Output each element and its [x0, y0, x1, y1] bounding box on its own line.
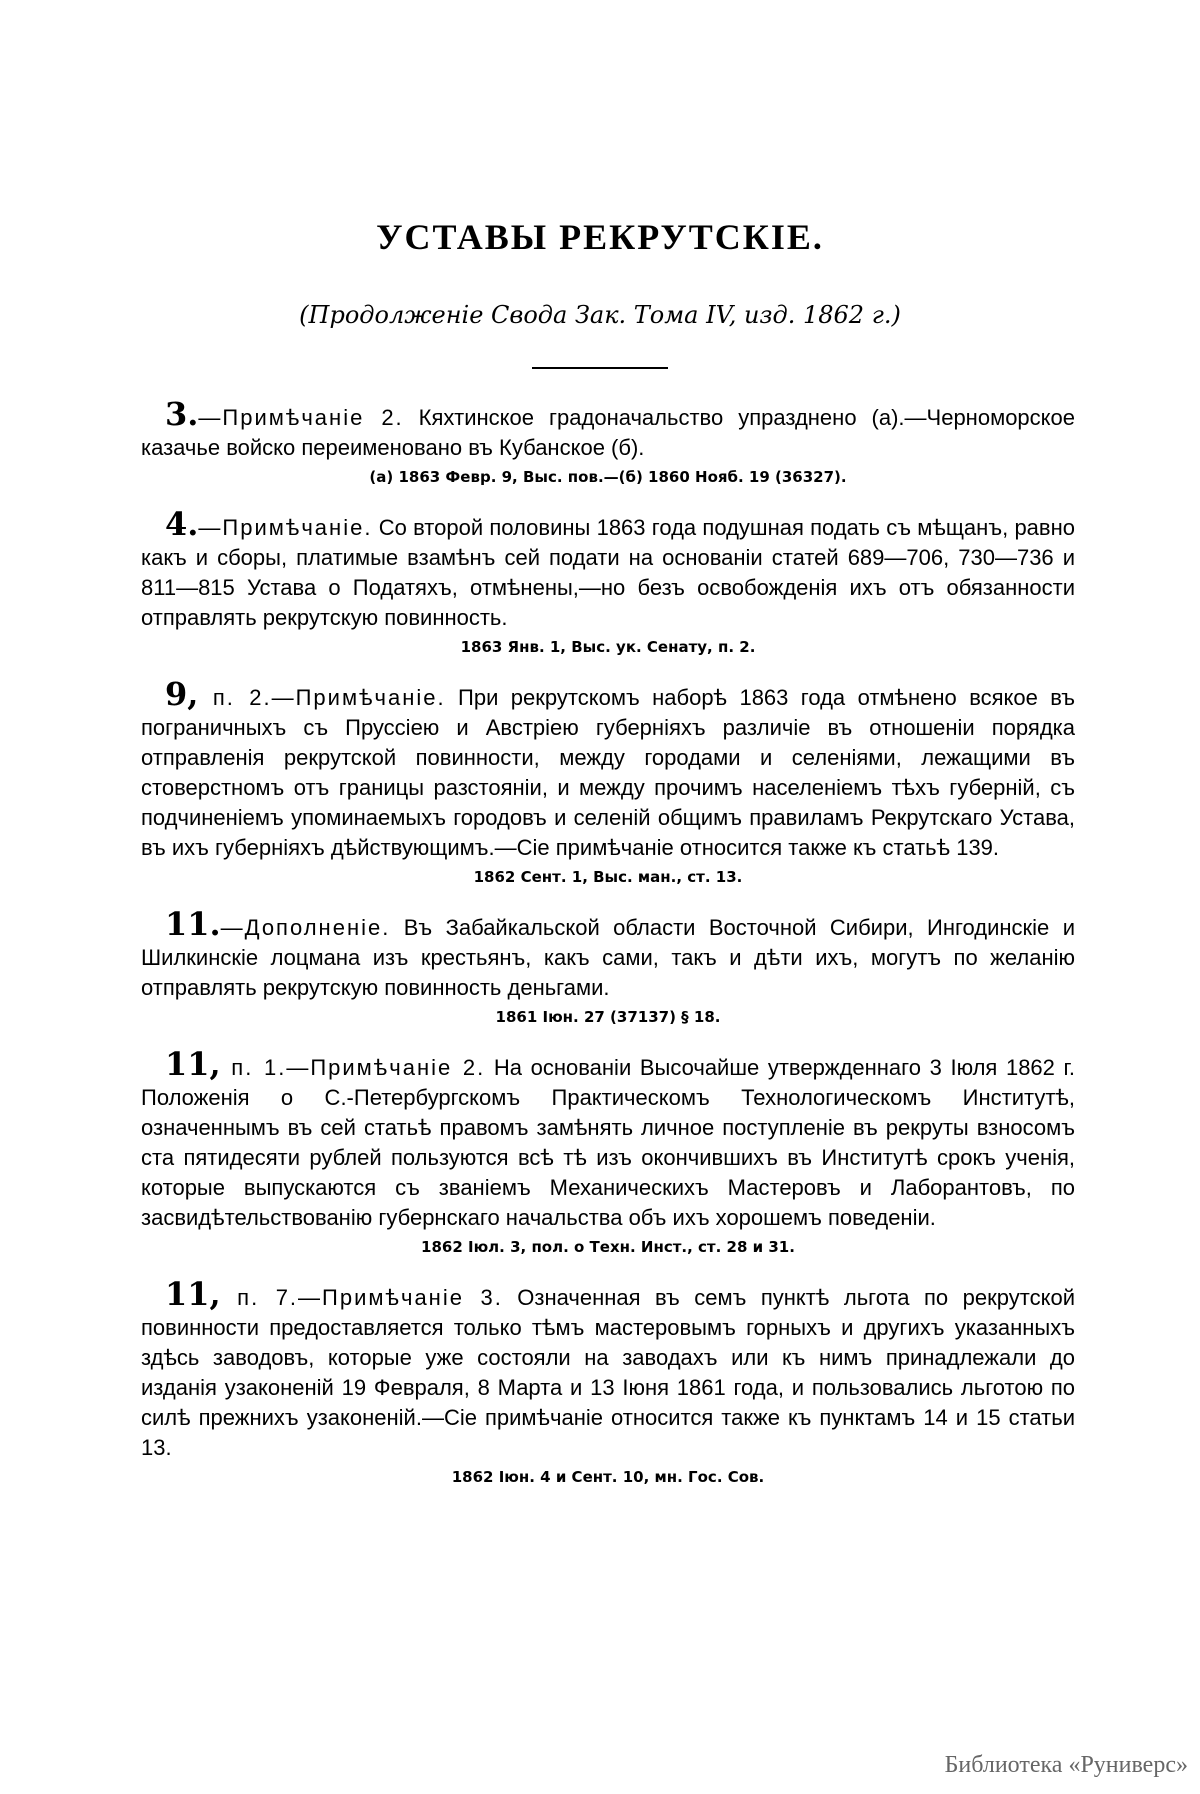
- article-number: 3.: [165, 395, 199, 433]
- article-11-supplement: [141, 905, 1075, 1027]
- articles: [141, 395, 1076, 1487]
- article-heading: п. 2.—Примѣчаніе.: [198, 685, 446, 710]
- article-heading: п. 7.—Примѣчаніе 3.: [220, 1285, 503, 1310]
- article-number: 11,: [165, 1275, 221, 1313]
- page-title: УСТАВЫ РЕКРУТСКІЕ.: [376, 217, 824, 257]
- article-text: [141, 1045, 1075, 1233]
- article-text: [141, 905, 1075, 1003]
- article-11-p1: [141, 1045, 1075, 1257]
- article-body: Кяхтинское градоначальство упразднено (а).—Черноморское казачье войско переименовано въ Кубанское (б).: [141, 405, 1076, 460]
- article-number: 11.: [165, 905, 221, 943]
- article-number: 9,: [165, 675, 199, 713]
- article-3: [141, 395, 1076, 487]
- article-text: [141, 1275, 1075, 1463]
- article-reference: 1862 Іюн. 4 и Сент. 10, мн. Гос. Сов.: [451, 1468, 765, 1486]
- article-heading: —Примѣчаніе.: [198, 515, 373, 540]
- library-watermark: Библиотека «Руниверс»: [944, 1752, 1188, 1778]
- article-9: [141, 675, 1076, 887]
- article-heading: п. 1.—Примѣчаніе 2.: [220, 1055, 486, 1080]
- article-4: [141, 505, 1075, 657]
- article-heading: —Дополненіе.: [220, 915, 391, 940]
- article-reference: 1861 Іюн. 27 (37137) § 18.: [495, 1008, 721, 1026]
- article-text: [141, 395, 1076, 463]
- article-number: 4.: [165, 505, 199, 543]
- article-reference: 1863 Янв. 1, Выс. ук. Сенату, п. 2.: [460, 638, 756, 656]
- page-subtitle: (Продолженіе Свода Зак. Тома IV, изд. 1862 г.): [299, 301, 901, 329]
- article-number: 11,: [165, 1045, 221, 1083]
- article-text: [141, 505, 1075, 633]
- article-heading: —Примѣчаніе 2.: [198, 405, 404, 430]
- article-11-p7: [141, 1275, 1075, 1487]
- title-divider: [532, 367, 668, 369]
- article-reference: 1862 Сент. 1, Выс. ман., ст. 13.: [473, 868, 743, 886]
- article-body: Означенная въ семъ пунктѣ льгота по рекрутской повинности предоставляется только тѣмъ мастеровымъ горныхъ и другихъ указанныхъ здѣсь заводовъ, которые уже состояли на заводахъ или къ нимъ принадлежали до изданія узаконеній 19 Февраля, 8 Марта и 13 Іюня 1861 года, и пользовались льготою по силѣ прежнихъ узаконеній.—Сіе примѣчаніе относится также къ пунктамъ 14 и 15 статьи 13.: [141, 1285, 1075, 1460]
- article-body: Въ Забайкальской области Восточной Сибири, Ингодинскіе и Шилкинскіе лоцмана изъ крестьянъ, какъ сами, такъ и дѣти ихъ, могутъ по желанію отправлять рекрутскую повинность деньгами.: [141, 915, 1075, 1000]
- article-reference: 1862 Іюл. 3, пол. о Техн. Инст., ст. 28 и 31.: [421, 1238, 795, 1256]
- article-body: При рекрутскомъ наборѣ 1863 года отмѣнено всякое въ пограничныхъ съ Пруссіею и Австріею губерніяхъ различіе въ отношеніи порядка отправленія рекрутской повинности, между городами и селеніями, лежащими въ стоверстномъ отъ границы разстояніи, и между прочимъ населеніемъ тѣхъ губерній, съ подчиненіемъ упоминаемыхъ городовъ и селеній общимъ правиламъ Рекрутскаго Устава, въ ихъ губерніяхъ дѣйствующимъ.—Сіе примѣчаніе относится также къ статьѣ 139.: [141, 685, 1076, 860]
- article-reference: (а) 1863 Февр. 9, Выс. пов.—(б) 1860 Нояб. 19 (36327).: [369, 468, 847, 486]
- article-text: [141, 675, 1076, 863]
- article-body: Со второй половины 1863 года подушная подать съ мѣщанъ, равно какъ и сборы, платимые взамѣнъ сей подати на основаніи статей 689—706, 730—736 и 811—815 Устава о Податяхъ, отмѣнены,—но безъ освобожденія ихъ отъ обязанности отправлять рекрутскую повинность.: [141, 515, 1075, 630]
- article-body: На основаніи Высочайше утвержденнаго 3 Іюля 1862 г. Положенія о С.-Петербургскомъ Практическомъ Технологическомъ Институтѣ, означеннымъ въ сей статьѣ правомъ замѣнять личное поступленіе въ рекруты взносомъ ста пятидесяти рублей пользуются всѣ тѣ изъ окончившихъ въ Институтѣ срокъ ученія, которые выпускаются съ званіемъ Механическихъ Мастеровъ и Лаборантовъ, по засвидѣтельствованію губернскаго начальства объ ихъ хорошемъ поведеніи.: [141, 1055, 1075, 1230]
